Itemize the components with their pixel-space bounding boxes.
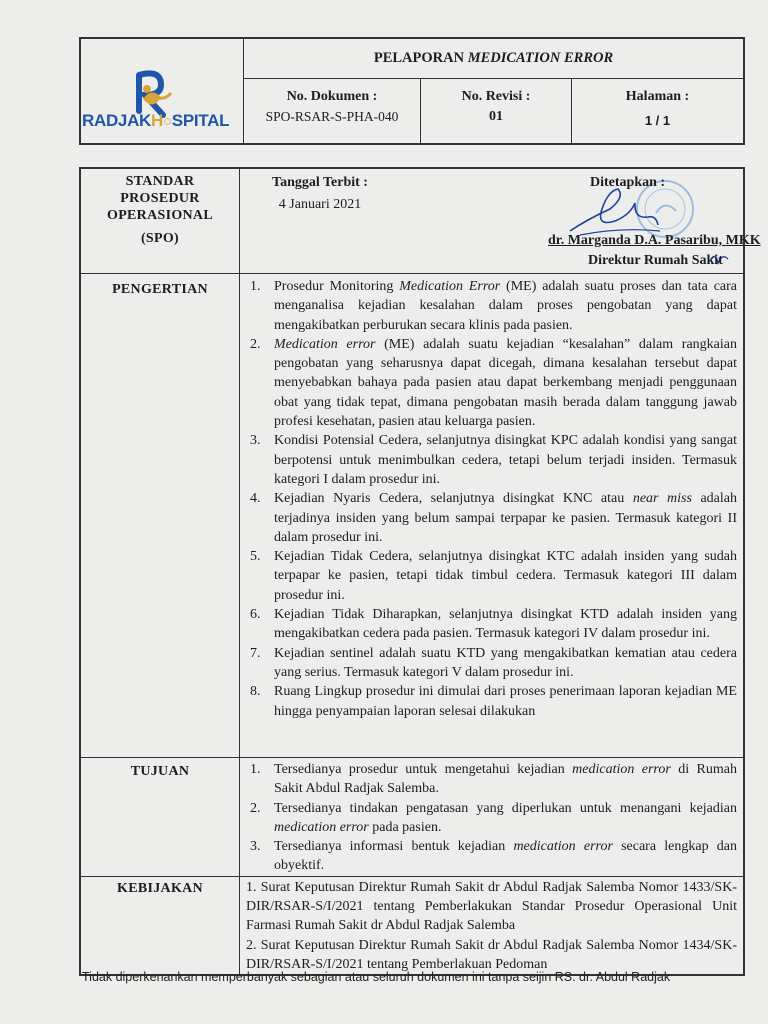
page-cell: [572, 78, 745, 144]
list-number: 7.: [250, 645, 261, 661]
list-text: adalah terjadinya insiden yang belum sampai terpapar ke pasien. Termasuk kategori II dalam prosedur ini.: [274, 491, 738, 545]
tujuan-label-cell: [80, 758, 240, 877]
list-number: 2.: [250, 800, 261, 816]
document-header: [79, 37, 745, 145]
list-text: Tersedianya prosedur untuk mengetahui kejadian: [274, 762, 573, 777]
logo-text-h: H: [151, 111, 164, 130]
revision-cell: [421, 78, 572, 144]
list-number: 6.: [250, 607, 261, 623]
kebijakan-item: 1. Surat Keputusan Direktur Rumah Sakit dr Abdul Radjak Salemba Nomor 1433/SK-DIR/RSAR-S/I/2021 tentang Pemberlakukan Standar Prosedur Operasional Unit Farmasi Rumah Sakit dr Abdul Radjak Salemba: [246, 879, 737, 934]
list-text: Kejadian sentinel adalah suatu KTD yang mengakibatkan kematian atau cedera yang serius. Termasuk kategori V dalam prosedur ini.: [274, 645, 737, 680]
doc-number-label: No. Dokumen :: [286, 88, 378, 104]
spo-label-line: STANDAR: [125, 174, 195, 189]
list-text: Ruang Lingkup prosedur ini dimulai dari proses penerimaan laporan kejadian ME hingga penyampaian laporan selesai dilakukan: [274, 684, 737, 719]
revision-label: No. Revisi :: [461, 88, 531, 104]
pengertian-label: PENGERTIAN: [112, 282, 208, 297]
logo-text-radjak: RADJAK: [82, 111, 152, 130]
spo-label-cell: [80, 168, 240, 274]
spo-table: [79, 167, 761, 976]
italic-term: Medication Error: [399, 279, 501, 294]
doc-number-cell: [244, 78, 421, 144]
signatory-name: dr. Marganda D.A. Pasaribu, MKK: [548, 233, 761, 248]
italic-term: medication error: [513, 839, 613, 855]
hospital-logo: [81, 41, 243, 141]
list-number: 3.: [250, 433, 261, 449]
pengertian-content: [240, 274, 745, 758]
list-text: Tersedianya tindakan pengatasan yang diperlukan untuk menangani kejadian: [274, 800, 737, 816]
pengertian-label-cell: [80, 274, 240, 758]
list-text: Kondisi Potensial Cedera, selanjutnya disingkat KPC adalah kondisi yang sangat berpotensi untuk menimbulkan cedera, tetapi belum terjadi insiden. Termasuk kategori I dalam prosedur ini.: [274, 433, 737, 487]
revision-value: 01: [489, 108, 503, 124]
list-text: (ME) adalah suatu proses dan tata cara menganalisa kejadian kesalahan dalam proses pengobatan yang dapat mengakibatkan perburukan secara klinis pada pasien.: [274, 279, 737, 333]
tujuan-list: [244, 760, 737, 876]
date-value: 4 Januari 2021: [278, 197, 362, 212]
list-text: Kejadian Tidak Diharapkan, selanjutnya disingkat KTD adalah insiden yang mengakibatkan cedera pada pasien. Termasuk kategori IV dalam prosedur ini.: [274, 607, 737, 642]
logo-wordmark: [82, 111, 229, 131]
list-item: [244, 431, 737, 489]
italic-term: near miss: [632, 491, 692, 507]
list-number: 3.: [250, 839, 261, 855]
list-number: 1.: [250, 279, 261, 294]
list-text: (ME) adalah suatu kejadian “kesalahan” dalam rangkaian pengobatan yang seharusnya dapat dicegah, dimana kesalahan tersebut dapat menyebabkan bahaya pada pasien atau dapat berkembang menjadi penggunaan obat yang tidak tepat, dimana pengobatan masih berada dalam tanggung jawab profesi kesehatan, pasien atau keluarga pasien.: [274, 336, 737, 430]
tujuan-label: TUJUAN: [130, 764, 190, 779]
spo-label: [81, 173, 239, 247]
spo-label-line: PROSEDUR: [120, 191, 200, 206]
page-value: 1 / 1: [644, 112, 671, 128]
list-text: di Rumah Sakit Abdul Radjak Salemba.: [274, 762, 737, 797]
list-text: Kejadian Tidak Cedera, selanjutnya disingkat KTC adalah insiden yang sudah terpapar ke pasien, tetapi tidak timbul cedera. Termasuk kategori III dalam prosedur ini.: [274, 549, 737, 603]
list-item: [244, 760, 737, 799]
list-number: 1.: [250, 762, 261, 777]
list-item: [244, 837, 737, 876]
pengertian-list: [244, 277, 737, 721]
spo-label-line: (SPO): [140, 231, 180, 246]
list-number: 5.: [250, 549, 261, 565]
list-item: [244, 547, 737, 605]
approved-label: Ditetapkan :: [590, 175, 666, 190]
date-cell: [240, 168, 421, 274]
footer-notice: Tidak diperkenankan memperbanyak sebagian atau seluruh dokumen ini tanpa seijin RS. dr. Abdul Radjak: [82, 970, 671, 984]
date-label: Tanggal Terbit :: [272, 175, 368, 190]
italic-term: medication error: [572, 762, 671, 777]
list-item: [244, 277, 737, 335]
spo-label-line: OPERASIONAL: [107, 208, 213, 223]
list-item: [244, 335, 737, 431]
kebijakan-label: KEBIJAKAN: [117, 880, 203, 896]
title-prefix: PELAPORAN: [373, 49, 468, 66]
page-label: Halaman :: [625, 88, 690, 104]
list-number: 4.: [250, 491, 261, 507]
approval-cell: [420, 168, 761, 274]
title-italic: MEDICATION ERROR: [467, 49, 614, 66]
list-item: [244, 644, 737, 683]
list-item: [244, 605, 737, 644]
kebijakan-item: 2. Surat Keputusan Direktur Rumah Sakit dr Abdul Radjak Salemba Nomor 1434/SK-DIR/RSAR-S/I/2021 tentang Pemberlakuan Pedoman: [246, 937, 737, 972]
italic-term: medication error: [274, 819, 369, 835]
list-item: [244, 682, 737, 721]
doc-number-value: SPO-RSAR-S-PHA-040: [265, 108, 399, 124]
logo-text-spital: SPITAL: [171, 111, 230, 130]
list-text: pada pasien.: [368, 819, 442, 835]
list-text: secara lengkap dan obyektif.: [274, 839, 738, 874]
logo-o-icon: ○: [163, 113, 172, 130]
tujuan-content: [240, 758, 745, 877]
kebijakan-content: [240, 876, 745, 975]
list-text: Prosedur Monitoring: [274, 279, 400, 294]
signatory-title: Direktur Rumah Sakit: [588, 253, 723, 268]
logo-cell: [80, 38, 244, 144]
list-text: Kejadian Nyaris Cedera, selanjutnya disingkat KNC atau: [274, 491, 633, 507]
kebijakan-label-cell: [80, 876, 240, 975]
list-item: [244, 799, 737, 838]
list-number: 2.: [250, 336, 261, 352]
list-number: 8.: [250, 684, 261, 700]
list-item: [244, 489, 737, 547]
list-text: Tersedianya informasi bentuk kejadian: [274, 839, 514, 855]
document-title: [244, 38, 745, 78]
italic-term: Medication error: [274, 336, 376, 352]
